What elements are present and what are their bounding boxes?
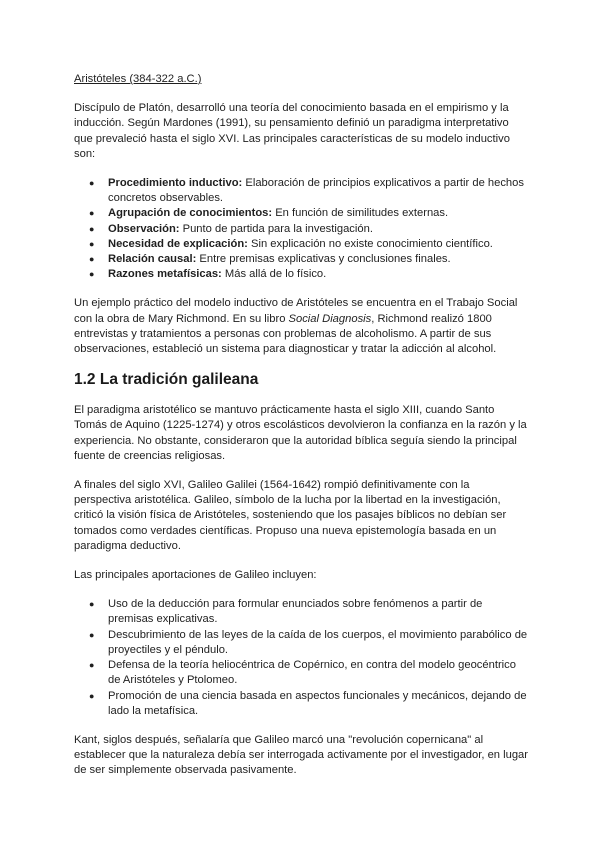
list-item: ● Relación causal: Entre premisas explicativas y conclusiones finales. — [108, 252, 528, 267]
bullet-icon: ● — [89, 690, 95, 701]
section-subheading: Aristóteles (384-322 a.C.) — [74, 73, 202, 85]
list-item: ● Defensa de la teoría heliocéntrica de Copérnico, en contra del modelo geocéntrico de Aristóteles y Ptolomeo. — [89, 659, 516, 687]
intro-paragraph: Discípulo de Platón, desarrolló una teoría del conocimiento basada en el empirismo y la inducción. Según Mardones (1991), su pensamiento definió un paradigma interpretativo que prevaleció hasta el siglo XVI. Las principales características de su modelo inductivo son: — [74, 102, 510, 160]
example-paragraph: Un ejemplo práctico del modelo inductivo de Aristóteles se encuentra en el Trabajo Social con la obra de Mary Richmond. En su libro Social Diagnosis, Richmond realizó 1800 entrevistas y tratamientos a personas con problemas de alcoholismo. A partir de sus observaciones, estableció un sistema para diagnosticar y tratar la adicción al alcohol. — [74, 297, 518, 356]
bullet-icon: ● — [89, 599, 95, 610]
list-item: ● Descubrimiento de las leyes de la caída de los cuerpos, el movimiento parabólico de proyectiles y el péndulo. — [89, 628, 528, 656]
list-item: ● Razones metafísicas: Más allá de lo físico. — [108, 267, 528, 282]
paragraph-contributions-intro: Las principales aportaciones de Galileo incluyen: — [74, 569, 317, 582]
bullet-icon: ● — [89, 660, 95, 671]
section-heading: 1.2 La tradición galileana — [74, 371, 259, 389]
paragraph-galileo: A finales del siglo XVI, Galileo Galilei (1564-1642) rompió definitivamente con la perspectiva aristotélica. Galileo, símbolo de la lucha por la libertad en la investigación, criticó la visión física de Aristóteles, sosteniendo que los pasajes bíblicos no debían ser tomados como verdades científicas. Propuso una nueva epistemología basada en un paradigma deductivo. — [74, 479, 507, 552]
list-item: ● Promoción de una ciencia basada en aspectos funcionales y mecánicos, dejando de lado la metafísica. — [89, 689, 527, 717]
bullet-icon: ● — [89, 223, 95, 234]
bullet-icon: ● — [89, 269, 95, 280]
galileo-contributions-list — [74, 597, 528, 719]
list-item: ● Procedimiento inductivo: Elaboración de principios explicativos a partir de hechos concretos observables. — [89, 177, 524, 205]
bullet-icon: ● — [89, 629, 95, 640]
paragraph-kant: Kant, siglos después, señalaría que Galileo marcó una "revolución copernicana" al establecer que la naturaleza debía ser interrogada activamente por el investigador, en lugar de ser simplemente observada pasivamente. — [74, 733, 528, 777]
list-item: ● Agrupación de conocimientos: En función de similitudes externas. — [108, 206, 528, 221]
list-item: ● Observación: Punto de partida para la investigación. — [108, 222, 528, 237]
paragraph-aristotelian-paradigm: El paradigma aristotélico se mantuvo prácticamente hasta el siglo XIII, cuando Santo Tomás de Aquino (1225-1274) y otros escolásticos devolvieron la confianza en la razón y la experiencia. No obstante, consideraron que la autoridad bíblica seguía siendo la principal fuente de creencias religiosas. — [74, 404, 527, 462]
bullet-icon: ● — [89, 208, 95, 219]
list-item: ● Necesidad de explicación: Sin explicación no existe conocimiento científico. — [108, 237, 528, 252]
bullet-icon: ● — [89, 254, 95, 265]
bullet-icon: ● — [89, 178, 95, 189]
bullet-icon: ● — [89, 238, 95, 249]
list-item: ● Uso de la deducción para formular enunciados sobre fenómenos a partir de premisas explicativas. — [89, 598, 483, 626]
book-title: Social Diagnosis — [288, 312, 372, 325]
inductive-model-list — [74, 176, 528, 282]
